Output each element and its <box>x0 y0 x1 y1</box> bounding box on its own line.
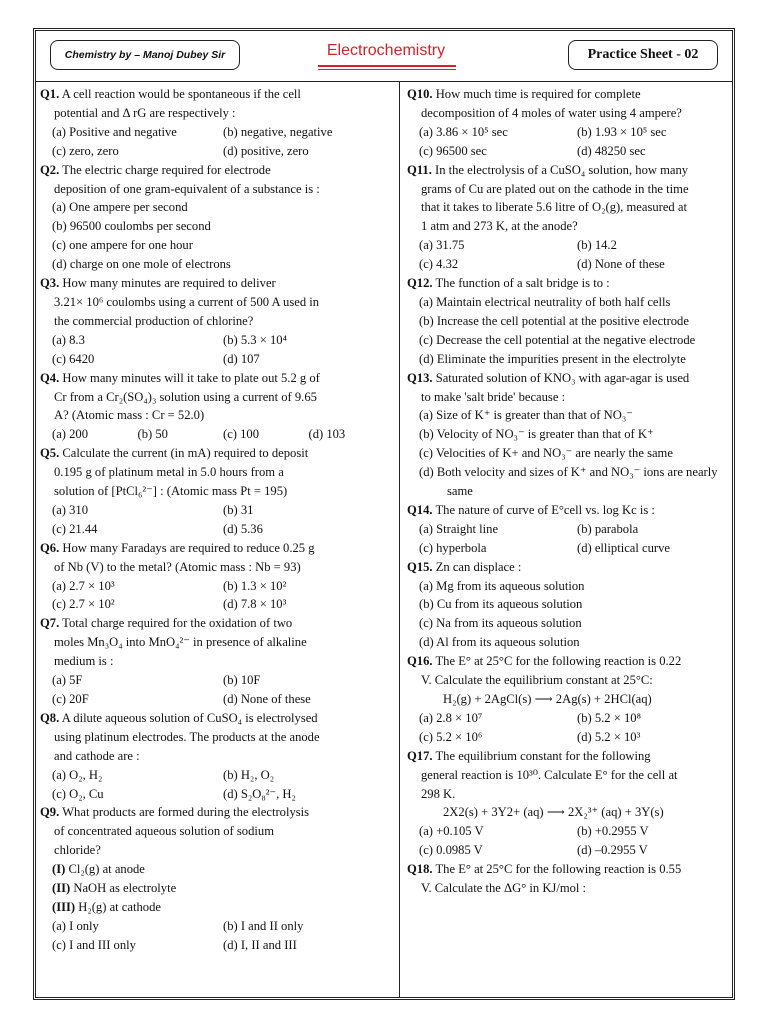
question-1 <box>40 85 394 161</box>
question-text: V. Calculate the ΔG° in KJ/mol : <box>421 881 587 896</box>
left-column <box>40 85 394 955</box>
question-text: Zn can displace : <box>435 559 522 574</box>
question-text: The E° at 25°C for the following reaction is 0.55 <box>435 862 682 877</box>
question-text: medium is : <box>54 654 114 669</box>
question-number: Q13. <box>407 370 433 385</box>
question-text: grams of Cu are plated out on the cathode in the time <box>421 181 689 196</box>
question-8 <box>40 709 394 804</box>
statement-2 <box>40 879 394 898</box>
option-a[interactable]: (a) O₂, H₂ <box>52 767 103 782</box>
option-a[interactable]: (a) 8.3 <box>52 332 85 347</box>
question-18 <box>407 860 735 898</box>
question-number: Q14. <box>407 502 433 517</box>
option-a[interactable]: (a) Mg from its aqueous solution <box>419 578 585 593</box>
option-c[interactable]: (c) 0.0985 V <box>419 843 483 858</box>
option-a[interactable]: (a) Positive and negative <box>52 124 177 139</box>
question-13 <box>407 369 735 501</box>
question-number: Q4. <box>40 370 60 385</box>
question-number: Q17. <box>407 748 433 763</box>
option-c[interactable]: (c) I and III only <box>52 937 136 952</box>
question-3 <box>40 274 394 369</box>
question-text: Total charge required for the oxidation of two <box>62 616 293 631</box>
statement-text: Cl₂(g) at anode <box>68 862 145 877</box>
statement-number: (III) <box>52 899 76 914</box>
option-d[interactable]: (d) elliptical curve <box>577 540 671 555</box>
option-d[interactable]: (d) 103 <box>308 427 346 442</box>
question-10 <box>407 85 735 161</box>
statement-number: (I) <box>52 862 66 877</box>
option-c[interactable]: (c) Decrease the cell potential at the negative electrode <box>419 332 696 347</box>
question-16 <box>407 652 735 747</box>
option-d[interactable]: (d) 5.2 × 10³ <box>577 729 641 744</box>
question-text: that it takes to liberate 5.6 litre of O₂(g), measured at <box>421 200 687 215</box>
question-4 <box>40 369 394 445</box>
question-number: Q8. <box>40 710 60 725</box>
statement-3 <box>40 898 394 917</box>
option-c[interactable]: (c) Velocities of K+ and NO₃⁻ are nearly the same <box>419 446 673 461</box>
question-text: The E° at 25°C for the following reaction is 0.22 <box>435 654 682 669</box>
option-d[interactable]: (d) Al from its aqueous solution <box>419 635 580 650</box>
question-number: Q5. <box>40 446 60 461</box>
question-number: Q3. <box>40 276 60 291</box>
title-underline <box>318 65 456 67</box>
question-text: A? (Atomic mass : Cr = 52.0) <box>54 408 205 423</box>
option-a[interactable]: (a) 200 <box>52 427 89 442</box>
option-a[interactable]: (a) One ampere per second <box>52 200 188 215</box>
statement-1 <box>40 860 394 879</box>
option-c[interactable]: (c) 21.44 <box>52 521 98 536</box>
option-b[interactable]: (b) parabola <box>577 521 639 536</box>
question-text: solution of [PtCl₆²⁻] : (Atomic mass Pt = 195) <box>54 484 288 499</box>
option-b[interactable]: (b) 96500 coulombs per second <box>52 219 211 234</box>
question-number: Q1. <box>40 87 60 101</box>
option-b[interactable]: (b) I and II only <box>223 918 304 933</box>
question-number: Q16. <box>407 654 433 669</box>
question-text: decomposition of 4 moles of water using 4 ampere? <box>421 105 682 120</box>
option-c[interactable]: (c) 20F <box>52 692 89 706</box>
statement-number: (II) <box>52 881 71 896</box>
option-d[interactable]: (d) None of these <box>223 692 311 706</box>
question-number: Q10. <box>407 87 433 101</box>
option-b[interactable]: (b) 1.93 × 10⁵ sec <box>577 124 667 139</box>
option-a[interactable]: (a) Straight line <box>419 521 499 536</box>
option-c[interactable]: (c) Na from its aqueous solution <box>419 616 582 631</box>
question-number: Q12. <box>407 276 433 291</box>
question-text: Cr from a Cr₂(SO₄)₃ solution using a current of 9.65 <box>54 389 317 404</box>
question-text: How many Faradays are required to reduce 0.25 g <box>62 540 315 555</box>
question-text: How much time is required for complete <box>435 87 641 101</box>
option-b[interactable]: (b) 5.2 × 10⁸ <box>577 710 641 725</box>
question-17 <box>407 747 735 860</box>
title-underline-thin <box>318 69 456 70</box>
question-text: The electric charge required for electrode <box>62 162 271 177</box>
statement-text: H₂(g) at cathode <box>78 899 161 914</box>
question-text: The equilibrium constant for the following <box>435 748 651 763</box>
question-text: deposition of one gram-equivalent of a substance is : <box>54 181 320 196</box>
question-2 <box>40 161 394 274</box>
option-b[interactable]: (b) 31 <box>223 502 254 517</box>
question-text: chloride? <box>54 843 101 858</box>
option-b[interactable]: (b) 14.2 <box>577 238 617 253</box>
page-title: Electrochemistry <box>326 42 446 59</box>
option-a[interactable]: (a) I only <box>52 918 99 933</box>
option-a[interactable]: (a) 5F <box>52 673 83 688</box>
sheet-badge <box>568 40 718 70</box>
worksheet-page <box>33 28 735 1000</box>
question-text: Saturated solution of KNO₃ with agar-agar is used <box>435 370 690 385</box>
question-text: A dilute aqueous solution of CuSO₄ is electrolysed <box>61 710 318 725</box>
option-b[interactable]: (b) 10F <box>223 673 261 688</box>
option-a[interactable]: (a) 2.8 × 10⁷ <box>419 710 483 725</box>
column-divider <box>399 81 400 997</box>
question-14 <box>407 501 735 558</box>
question-number: Q2. <box>40 162 60 177</box>
option-a[interactable]: (a) Size of K⁺ is greater than that of NO₃⁻ <box>419 408 633 423</box>
option-a[interactable]: (a) 31.75 <box>419 238 465 253</box>
reaction-equation: 2X2(s) + 3Y2+ (aq) ⟶ 2X₂³⁺ (aq) + 3Y(s) <box>443 805 664 820</box>
question-number: Q9. <box>40 805 60 820</box>
question-text: The function of a salt bridge is to : <box>435 276 610 291</box>
question-text: How many minutes will it take to plate out 5.2 g of <box>62 370 320 385</box>
option-d[interactable]: (d) None of these <box>577 257 665 272</box>
option-b[interactable]: (b) 5.3 × 10⁴ <box>223 332 287 347</box>
question-15 <box>407 558 735 653</box>
question-12 <box>407 274 735 369</box>
question-text: of concentrated aqueous solution of sodium <box>54 824 274 839</box>
option-d[interactable]: (d) 7.8 × 10³ <box>223 597 287 612</box>
reaction-equation: H₂(g) + 2AgCl(s) ⟶ 2Ag(s) + 2HCl(aq) <box>443 692 652 706</box>
question-text: general reaction is 10³⁰. Calculate E° for the cell at <box>421 767 678 782</box>
option-c[interactable]: (c) 6420 <box>52 351 95 366</box>
question-number: Q6. <box>40 540 60 555</box>
option-d[interactable]: (d) 48250 sec <box>577 143 646 158</box>
option-b[interactable]: (b) H₂, O₂ <box>223 767 275 782</box>
author-text: Chemistry by – Manoj Dubey Sir <box>64 49 226 61</box>
option-c[interactable]: (c) hyperbola <box>419 540 487 555</box>
option-d[interactable]: (d) Eliminate the impurities present in the electrolyte <box>419 351 686 366</box>
option-a[interactable]: (a) Maintain electrical neutrality of both half cells <box>419 294 671 309</box>
option-b[interactable]: (b) 1.3 × 10² <box>223 578 287 593</box>
option-c[interactable]: (c) 100 <box>223 427 260 442</box>
question-text: to make 'salt bride' because : <box>421 389 566 404</box>
question-text: 1 atm and 273 K, at the anode? <box>421 219 578 234</box>
question-9 <box>40 803 394 954</box>
question-6 <box>40 539 394 615</box>
question-text: of Nb (V) to the metal? (Atomic mass : Nb = 93) <box>54 559 301 574</box>
option-b[interactable]: (b) Cu from its aqueous solution <box>419 597 583 612</box>
option-d[interactable]: (d) 5.36 <box>223 521 263 536</box>
question-number: Q11. <box>407 162 432 177</box>
option-b[interactable]: (b) Increase the cell potential at the positive electrode <box>419 313 689 328</box>
question-text: Calculate the current (in mA) required to deposit <box>62 446 309 461</box>
question-number: Q7. <box>40 616 60 631</box>
option-b[interactable]: (b) negative, negative <box>223 124 333 139</box>
option-c[interactable]: (c) O₂, Cu <box>52 786 104 801</box>
question-11 <box>407 161 735 274</box>
question-number: Q15. <box>407 559 433 574</box>
right-column <box>407 85 735 898</box>
option-c[interactable]: (c) 96500 sec <box>419 143 487 158</box>
option-d[interactable]: (d) positive, zero <box>223 143 309 158</box>
sheet-text: Practice Sheet - 02 <box>587 47 699 62</box>
option-a[interactable]: (a) 3.86 × 10⁵ sec <box>419 124 508 139</box>
option-a[interactable]: (a) 2.7 × 10³ <box>52 578 115 593</box>
option-d[interactable]: (d) –0.2955 V <box>577 843 648 858</box>
option-c[interactable]: (c) zero, zero <box>52 143 119 158</box>
question-7 <box>40 614 394 709</box>
option-a[interactable]: (a) 310 <box>52 502 89 517</box>
question-number: Q18. <box>407 862 433 877</box>
option-d[interactable]: (d) charge on one mole of electrons <box>52 257 231 272</box>
question-text: potential and Δ rG are respectively : <box>54 105 236 120</box>
question-text: moles Mn₃O₄ into MnO₄²⁻ in presence of alkaline <box>54 635 307 650</box>
option-c[interactable]: (c) 5.2 × 10⁶ <box>419 729 483 744</box>
question-text: How many minutes are required to deliver <box>62 276 276 291</box>
statement-text: NaOH as electrolyte <box>73 881 177 896</box>
option-b[interactable]: (b) +0.2955 V <box>577 824 649 839</box>
option-c[interactable]: (c) one ampere for one hour <box>52 238 193 253</box>
question-text: 0.195 g of platinum metal in 5.0 hours from a <box>54 465 284 480</box>
option-c[interactable]: (c) 4.32 <box>419 257 459 272</box>
option-d[interactable]: (d) Both velocity and sizes of K⁺ and NO₃⁻ ions are nearly same <box>419 465 718 499</box>
question-text: using platinum electrodes. The products at the anode <box>54 729 320 744</box>
question-text: the commercial production of chlorine? <box>54 313 254 328</box>
author-badge <box>50 40 240 70</box>
option-a[interactable]: (a) +0.105 V <box>419 824 484 839</box>
question-text: What products are formed during the electrolysis <box>62 805 310 820</box>
option-d[interactable]: (d) 107 <box>223 351 260 366</box>
question-5 <box>40 444 394 539</box>
question-text: 298 K. <box>421 786 456 801</box>
question-text: In the electrolysis of a CuSO₄ solution, how many <box>435 162 689 177</box>
option-b[interactable]: (b) Velocity of NO₃⁻ is greater than that of K⁺ <box>419 427 654 442</box>
question-text: V. Calculate the equilibrium constant at 25°C: <box>421 673 653 688</box>
option-c[interactable]: (c) 2.7 × 10² <box>52 597 115 612</box>
question-text: A cell reaction would be spontaneous if the cell <box>61 87 301 101</box>
option-d[interactable]: (d) I, II and III <box>223 937 297 952</box>
question-text: and cathode are : <box>54 748 140 763</box>
question-text: The nature of curve of E°cell vs. log Kc is : <box>435 502 655 517</box>
option-d[interactable]: (d) S₂O₈²⁻, H₂ <box>223 786 296 801</box>
question-text: 3.21× 10⁶ coulombs using a current of 500 A used in <box>54 294 320 309</box>
header-divider <box>36 81 732 82</box>
option-b[interactable]: (b) 50 <box>137 427 168 442</box>
